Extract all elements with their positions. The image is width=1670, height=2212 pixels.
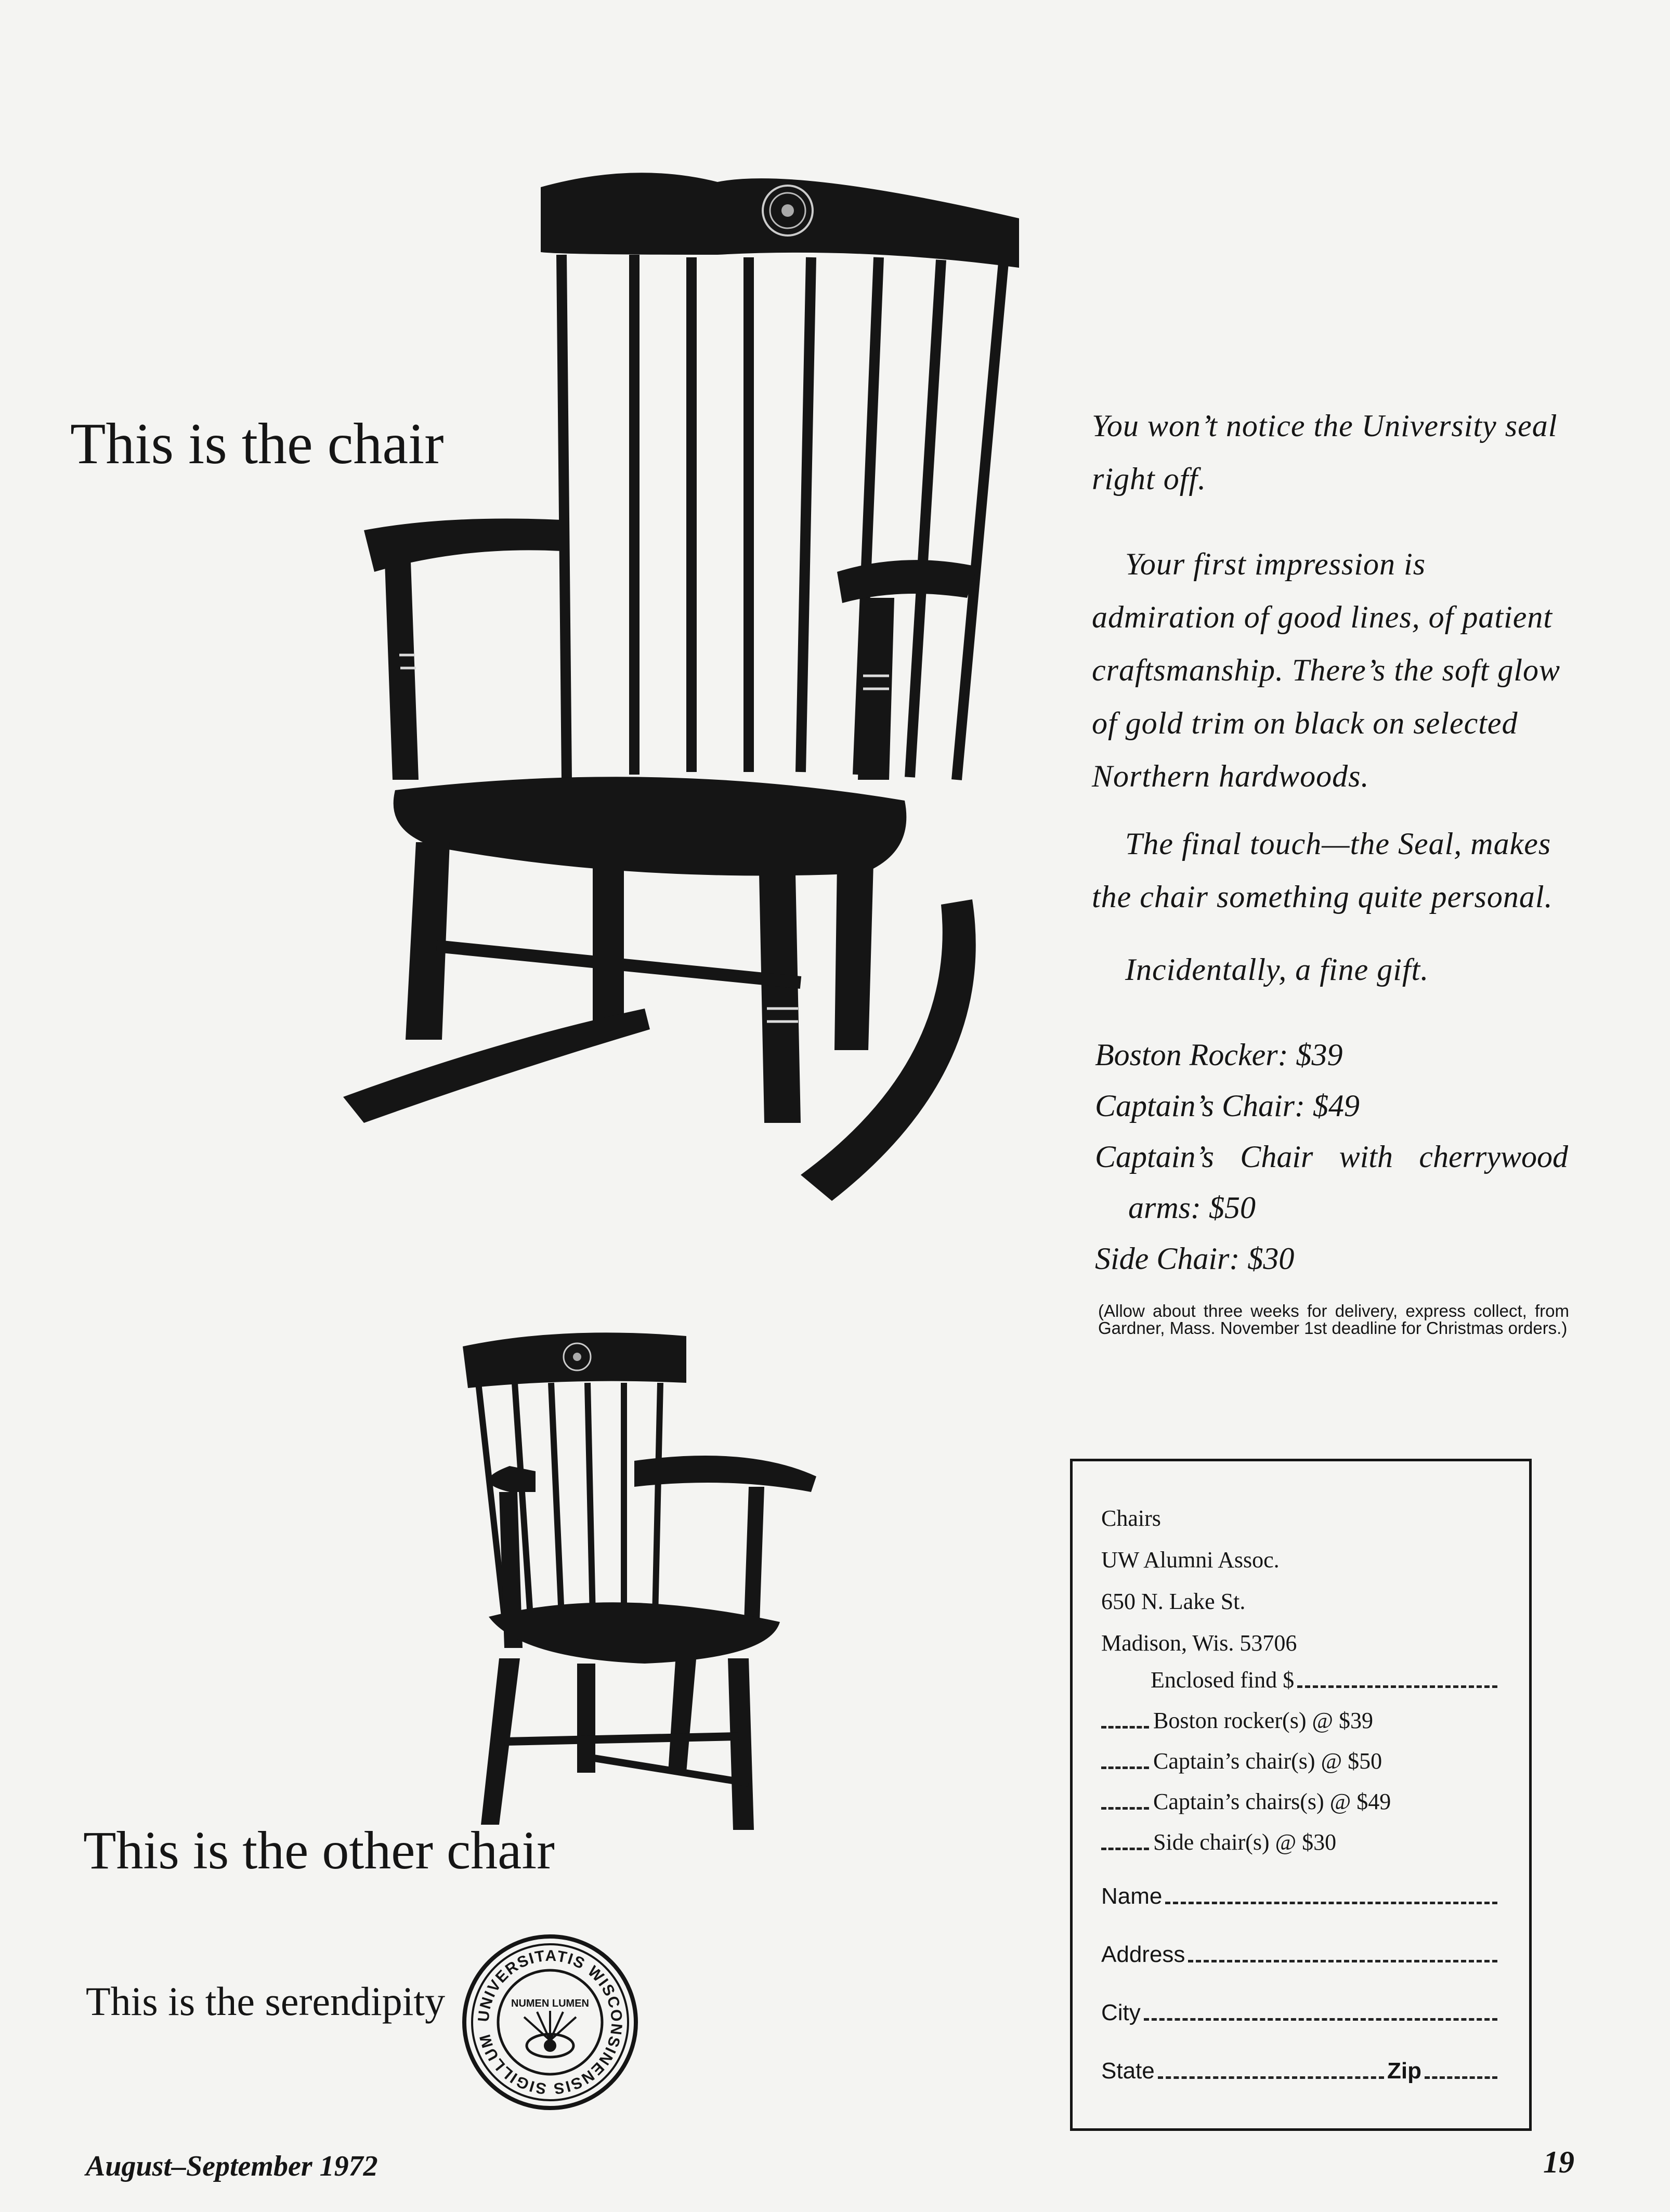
side-chair-qty[interactable] <box>1101 1829 1501 1855</box>
page-number: 19 <box>1543 2145 1574 2179</box>
side-chair-qty-label: Side chair(s) @ $30 <box>1153 1829 1337 1855</box>
city-field[interactable] <box>1101 2000 1501 2026</box>
price-boston-rocker: Boston Rocker: $39 <box>1095 1038 1343 1072</box>
coupon-address-line: 650 N. Lake St. <box>1101 1589 1246 1614</box>
address-field[interactable] <box>1101 1942 1501 1968</box>
footer-date: August–September 1972 <box>86 2150 378 2182</box>
price-captains-cherry-arms: arms: $50 <box>1128 1190 1256 1225</box>
coupon-address-line: Madison, Wis. 53706 <box>1101 1630 1297 1656</box>
seal-motto: NUMEN LUMEN <box>511 1998 589 2009</box>
coupon-address-line: UW Alumni Assoc. <box>1101 1547 1280 1573</box>
name-label: Name <box>1101 1883 1163 1909</box>
headline-the-chair: This is the chair <box>70 412 444 476</box>
copy-seal: You won’t notice the University seal right off. <box>1092 409 1558 496</box>
headline-serendipity: This is the serendipity <box>86 1979 446 2024</box>
boston-rocker-qty-label: Boston rocker(s) @ $39 <box>1153 1708 1374 1733</box>
zip-label: Zip <box>1387 2058 1421 2084</box>
coupon-address <box>1101 1498 1297 1664</box>
captains-chair-qty[interactable] <box>1101 1788 1501 1815</box>
captains-chair-qty-label: Captain’s chairs(s) @ $49 <box>1153 1789 1391 1814</box>
copy-final-touch: The final touch—the Seal, makes the chair something quite personal. <box>1092 827 1553 914</box>
city-label: City <box>1101 2000 1141 2025</box>
price-captains-cherry: Captain’s Chair with cherrywood <box>1095 1140 1568 1174</box>
name-field[interactable] <box>1101 1883 1501 1909</box>
price-captains-chair: Captain’s Chair: $49 <box>1095 1089 1360 1123</box>
captains-chair-cherry-qty-label: Captain’s chair(s) @ $50 <box>1153 1748 1382 1774</box>
state-zip-field[interactable] <box>1101 2058 1501 2084</box>
copy-gift: Incidentally, a fine gift. <box>1125 952 1429 987</box>
university-seal-image <box>462 1934 638 2111</box>
captains-chair-image <box>458 1326 832 1835</box>
price-side-chair: Side Chair: $30 <box>1095 1241 1295 1276</box>
ad-copy <box>1092 399 1564 996</box>
boston-rocker-image <box>343 156 1029 1206</box>
delivery-note: (Allow about three weeks for delivery, express collect, from Gardner, Mass. November 1st deadline for Christmas orders.) <box>1098 1301 1569 1338</box>
captains-chair-cherry-qty[interactable] <box>1101 1748 1501 1774</box>
boston-rocker-qty[interactable] <box>1101 1707 1501 1734</box>
enclosed-label: Enclosed find $ <box>1151 1667 1295 1693</box>
copy-impression: Your first impression is admiration of good lines, of patient craftsmanship. There’s the soft glow of gold trim on black on selected Northern hardwoods. <box>1092 547 1561 793</box>
price-list <box>1095 1029 1568 1284</box>
state-label: State <box>1101 2058 1155 2084</box>
enclosed-amount-field[interactable] <box>1101 1667 1501 1693</box>
order-coupon <box>1070 1459 1532 2131</box>
seal-text: UNIVERSITATIS WISCONSINENSIS SIGILLUM <box>475 1947 625 2098</box>
headline-other-chair: This is the other chair <box>83 1821 555 1880</box>
address-label: Address <box>1101 1942 1185 1967</box>
coupon-address-line: Chairs <box>1101 1506 1161 1531</box>
